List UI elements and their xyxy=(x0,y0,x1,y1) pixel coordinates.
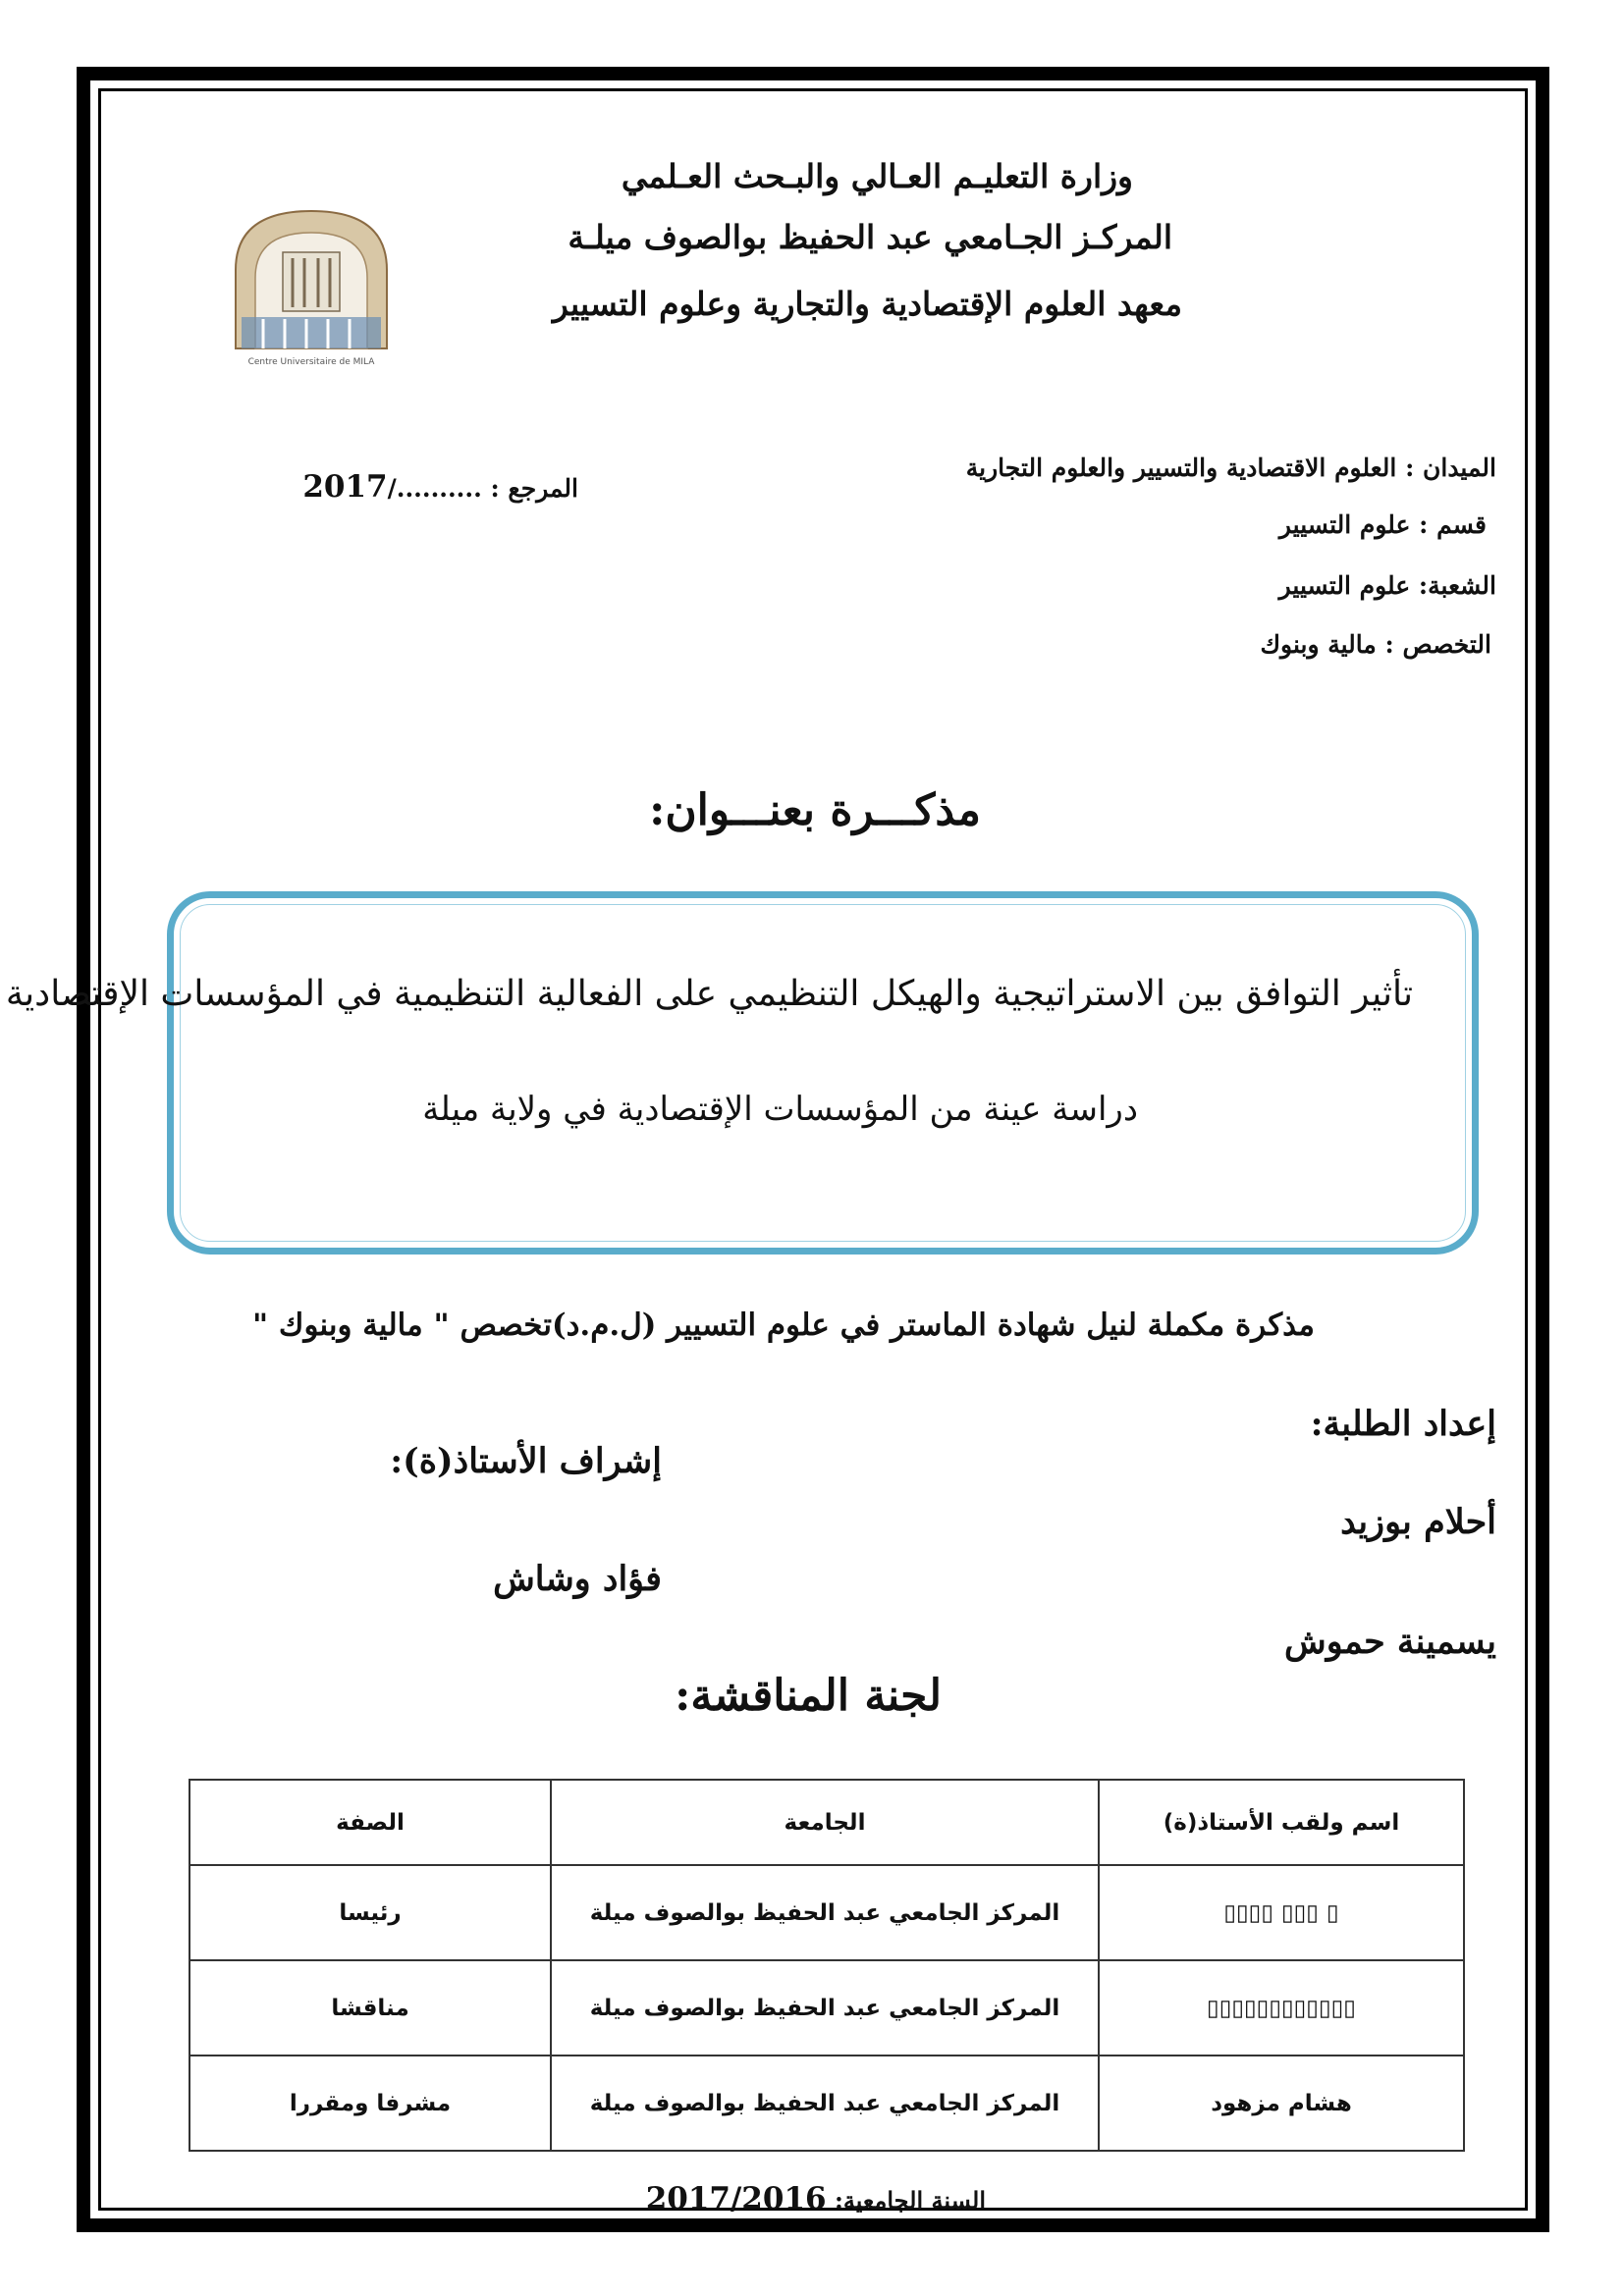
logo-caption: Centre Universitaire de MILA xyxy=(247,357,375,367)
member-name: ▯ ▯▯▯ ▯▯▯▯ xyxy=(1099,1865,1464,1960)
reference-label: المرجع : ........../ xyxy=(387,474,578,503)
reference-year: 2017 xyxy=(302,469,388,505)
table-row xyxy=(189,2056,1464,2151)
supervisor-name: فؤاد وشاش xyxy=(493,1559,662,1599)
member-name: ▯▯▯▯▯▯▯▯▯▯▯▯ xyxy=(1099,1960,1464,2056)
column-header-name: اسم ولقب الأستاذ(ة) xyxy=(1099,1780,1464,1865)
degree-statement: مذكرة مكملة لنيل شهادة الماستر في علوم التسيير (ل.م.د)تخصص " مالية وبنوك " xyxy=(251,1308,1315,1343)
branch-line: الشعبة: علوم التسيير xyxy=(1278,571,1496,600)
student-name: أحلام بوزيد xyxy=(1340,1502,1496,1542)
member-name: هشام مزهود xyxy=(1099,2056,1464,2151)
reference-line xyxy=(302,469,578,505)
academic-year xyxy=(646,2181,986,2216)
committee-heading: لجنة المناقشة: xyxy=(675,1671,942,1721)
specialty-line: التخصص : مالية وبنوك xyxy=(1260,630,1491,659)
students-label: إعداد الطلبة: xyxy=(1310,1404,1496,1444)
ministry-name: وزارة التعليـم العـالي والبـحث العـلمي xyxy=(621,157,1133,195)
member-role: رئيسا xyxy=(189,1865,551,1960)
member-university: المركز الجامعي عبد الحفيظ بوالصوف ميلة xyxy=(551,1960,1099,2056)
member-university: المركز الجامعي عبد الحفيظ بوالصوف ميلة xyxy=(551,1865,1099,1960)
institute-name: معهد العلوم الإقتصادية والتجارية وعلوم التسيير xyxy=(552,285,1182,323)
thesis-title: تأثير التوافق بين الاستراتيجية والهيكل التنظيمي على الفعالية التنظيمية في المؤسسات الإقتصادية xyxy=(5,974,1413,1014)
student-name: يسمينة حموش xyxy=(1284,1622,1496,1662)
table-header-row xyxy=(189,1780,1464,1865)
academic-year-value: 2017/2016 xyxy=(645,2181,827,2216)
committee-table xyxy=(189,1779,1465,2152)
table-row xyxy=(189,1960,1464,2056)
academic-year-label: السنة الجامعية: xyxy=(834,2186,986,2215)
thesis-subtitle: دراسة عينة من المؤسسات الإقتصادية في ولاية ميلة xyxy=(422,1090,1138,1129)
field-line: الميدان : العلوم الاقتصادية والتسيير والعلوم التجارية xyxy=(965,454,1496,482)
column-header-role: الصفة xyxy=(189,1780,551,1865)
university-center-name: المركـز الجـامعي عبد الحفيظ بوالصوف ميلـة xyxy=(568,218,1172,256)
supervisor-label: إشراف الأستاذ(ة): xyxy=(390,1441,662,1481)
member-university: المركز الجامعي عبد الحفيظ بوالصوف ميلة xyxy=(551,2056,1099,2151)
table-row xyxy=(189,1865,1464,1960)
university-building-icon xyxy=(206,201,417,373)
column-header-university: الجامعة xyxy=(551,1780,1099,1865)
member-role: مناقشا xyxy=(189,1960,551,2056)
department-line: قسم : علوم التسيير xyxy=(1278,510,1487,539)
member-role: مشرفا ومقررا xyxy=(189,2056,551,2151)
memo-heading: مذكـــرة بعنـــوان: xyxy=(649,785,981,835)
title-box xyxy=(167,891,1479,1255)
